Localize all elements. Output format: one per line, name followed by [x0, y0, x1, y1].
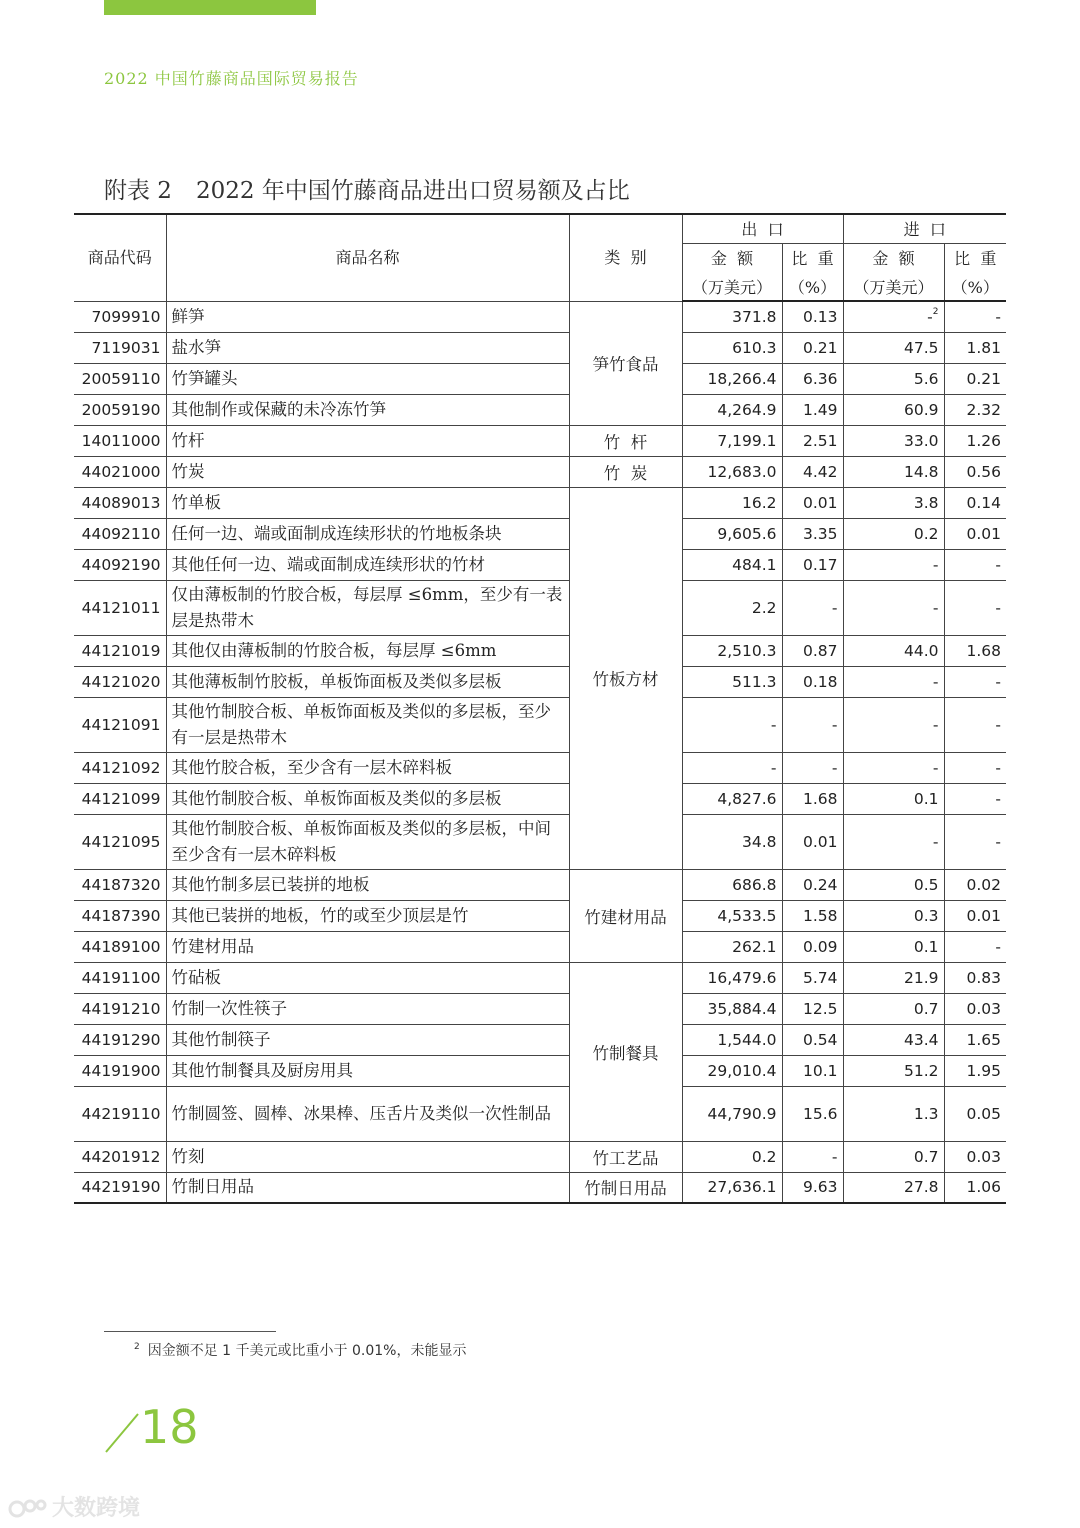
cell-name: 其他竹制筷子: [166, 1024, 569, 1055]
cell-import-amount: [843, 1024, 944, 1055]
cell-import-amount: [843, 1086, 944, 1141]
cell-export-share: 0.24: [782, 869, 843, 900]
cell-import-amount: [843, 900, 944, 931]
cell-import-amount-value: 0.1: [913, 937, 939, 956]
cell-import-amount-value: -: [932, 598, 939, 617]
cell-export-share: 5.74: [782, 962, 843, 993]
cell-import-share: -: [944, 666, 1006, 697]
col-header-export-amount-unit: （万美元）: [682, 272, 782, 301]
cell-import-amount: [843, 635, 944, 666]
cell-name: 竹单板: [166, 487, 569, 518]
cell-code: 44219190: [74, 1172, 166, 1203]
cell-import-amount: [843, 962, 944, 993]
cell-import-amount: [843, 666, 944, 697]
col-header-export: 出 口: [682, 214, 843, 243]
cell-name: 竹杆: [166, 425, 569, 456]
cell-import-share: 2.32: [944, 394, 1006, 425]
cell-name: 其他任何一边、端或面制成连续形状的竹材: [166, 549, 569, 580]
cell-code: 44187390: [74, 900, 166, 931]
cell-import-amount-value: -: [932, 715, 939, 734]
col-header-import-share: 比 重: [944, 243, 1006, 272]
table-row: [74, 1086, 1006, 1141]
top-accent-bar: [104, 0, 316, 15]
cell-name: 其他已装拼的地板，竹的或至少顶层是竹: [166, 900, 569, 931]
cell-import-share: 0.01: [944, 518, 1006, 549]
cell-name: 其他竹制胶合板、单板饰面板及类似的多层板: [166, 783, 569, 814]
cell-code: 44201912: [74, 1141, 166, 1172]
cell-import-amount: [843, 869, 944, 900]
cell-import-amount-value: 0.2: [913, 524, 939, 543]
cell-export-amount: 44,790.9: [682, 1086, 782, 1141]
cell-name: 竹刻: [166, 1141, 569, 1172]
table-row: [74, 993, 1006, 1024]
cell-export-amount: 4,827.6: [682, 783, 782, 814]
table-row: [74, 332, 1006, 363]
table-row: [74, 549, 1006, 580]
table-row: [74, 425, 1006, 456]
cell-export-share: 6.36: [782, 363, 843, 394]
watermark-logo-icon: [8, 1497, 50, 1521]
cell-import-share: 1.26: [944, 425, 1006, 456]
footnote-ref: 2: [932, 307, 939, 318]
cell-code: 44121091: [74, 697, 166, 752]
table-row: [74, 580, 1006, 635]
cell-import-amount: [843, 487, 944, 518]
footnote-rule: [104, 1331, 276, 1332]
running-header: 2022 中国竹藤商品国际贸易报告: [104, 69, 359, 88]
cell-export-share: 1.68: [782, 783, 843, 814]
cell-category: 竹 炭: [569, 456, 682, 487]
cell-export-share: -: [782, 697, 843, 752]
cell-import-amount: [843, 697, 944, 752]
cell-import-amount-value: 43.4: [903, 1030, 939, 1049]
col-header-category: 类 别: [569, 214, 682, 301]
cell-code: 44187320: [74, 869, 166, 900]
cell-import-amount-value: 51.2: [903, 1061, 939, 1080]
cell-import-share: 1.06: [944, 1172, 1006, 1203]
cell-export-share: -: [782, 752, 843, 783]
cell-export-share: 0.09: [782, 931, 843, 962]
col-header-import-amount: 金 额: [843, 243, 944, 272]
cell-import-share: 0.83: [944, 962, 1006, 993]
table-row: [74, 900, 1006, 931]
cell-export-share: 9.63: [782, 1172, 843, 1203]
cell-import-share: 0.02: [944, 869, 1006, 900]
cell-import-share: 1.68: [944, 635, 1006, 666]
trade-table-body: [74, 301, 1006, 1203]
cell-import-amount-value: 1.3: [913, 1104, 939, 1123]
cell-import-amount: [843, 363, 944, 394]
cell-export-amount: 0.2: [682, 1141, 782, 1172]
cell-import-amount: [843, 425, 944, 456]
cell-import-share: 0.56: [944, 456, 1006, 487]
cell-name: 其他薄板制竹胶板，单板饰面板及类似多层板: [166, 666, 569, 697]
page-slash-mark: [104, 1412, 142, 1454]
cell-name: 竹制一次性筷子: [166, 993, 569, 1024]
cell-name: 任何一边、端或面制成连续形状的竹地板条块: [166, 518, 569, 549]
col-header-import-amount-unit: （万美元）: [843, 272, 944, 301]
cell-export-amount: 35,884.4: [682, 993, 782, 1024]
col-header-code: 商品代码: [74, 214, 166, 301]
cell-code: 44191290: [74, 1024, 166, 1055]
cell-import-share: -: [944, 752, 1006, 783]
cell-code: 7119031: [74, 332, 166, 363]
table-row: [74, 635, 1006, 666]
cell-code: 44121092: [74, 752, 166, 783]
table-row: [74, 962, 1006, 993]
cell-import-amount-value: 14.8: [903, 462, 939, 481]
table-row: [74, 1024, 1006, 1055]
col-header-export-share-unit: （%）: [782, 272, 843, 301]
cell-export-amount: 4,264.9: [682, 394, 782, 425]
table-row: [74, 1141, 1006, 1172]
cell-import-amount: [843, 752, 944, 783]
cell-export-share: 0.21: [782, 332, 843, 363]
cell-export-amount: 7,199.1: [682, 425, 782, 456]
cell-import-amount: [843, 783, 944, 814]
cell-code: 44121019: [74, 635, 166, 666]
cell-import-amount: [843, 814, 944, 869]
cell-name: 竹砧板: [166, 962, 569, 993]
cell-export-amount: -: [682, 752, 782, 783]
col-header-name: 商品名称: [166, 214, 569, 301]
cell-category: 竹工艺品: [569, 1141, 682, 1172]
cell-export-share: 0.18: [782, 666, 843, 697]
cell-category: 笋竹食品: [569, 301, 682, 425]
cell-import-amount-value: 0.3: [913, 906, 939, 925]
cell-category: 竹 杆: [569, 425, 682, 456]
table-row: [74, 931, 1006, 962]
cell-name: 盐水笋: [166, 332, 569, 363]
cell-export-amount: 371.8: [682, 301, 782, 332]
cell-import-amount: [843, 580, 944, 635]
cell-import-amount-value: -: [932, 832, 939, 851]
cell-name: 其他竹制胶合板、单板饰面板及类似的多层板，至少有一层是热带木: [166, 697, 569, 752]
cell-export-amount: 2.2: [682, 580, 782, 635]
watermark-text: 大数跨境: [52, 1496, 141, 1521]
table-row: [74, 456, 1006, 487]
cell-name: 鲜笋: [166, 301, 569, 332]
table-row: [74, 394, 1006, 425]
table-row: [74, 814, 1006, 869]
cell-import-share: 0.05: [944, 1086, 1006, 1141]
cell-import-amount: [843, 301, 944, 332]
cell-name: 其他竹胶合板，至少含有一层木碎料板: [166, 752, 569, 783]
cell-export-amount: 16,479.6: [682, 962, 782, 993]
cell-import-share: -: [944, 580, 1006, 635]
cell-export-share: -: [782, 580, 843, 635]
table-row: [74, 752, 1006, 783]
table-row: [74, 1172, 1006, 1203]
cell-import-amount-value: -: [932, 758, 939, 777]
cell-export-amount: 2,510.3: [682, 635, 782, 666]
cell-import-share: 1.81: [944, 332, 1006, 363]
cell-name: 其他竹制餐具及厨房用具: [166, 1055, 569, 1086]
cell-name: 其他竹制胶合板、单板饰面板及类似的多层板，中间至少含有一层木碎料板: [166, 814, 569, 869]
footnote: [134, 1340, 466, 1360]
col-header-export-amount: 金 额: [682, 243, 782, 272]
cell-import-share: -: [944, 931, 1006, 962]
cell-code: 44191100: [74, 962, 166, 993]
table-row: [74, 487, 1006, 518]
cell-export-share: 2.51: [782, 425, 843, 456]
cell-import-amount-value: 0.7: [913, 1147, 939, 1166]
cell-name: 竹制日用品: [166, 1172, 569, 1203]
cell-export-share: 12.5: [782, 993, 843, 1024]
cell-code: 44092190: [74, 549, 166, 580]
cell-import-share: 0.14: [944, 487, 1006, 518]
cell-export-amount: 12,683.0: [682, 456, 782, 487]
cell-import-share: -: [944, 549, 1006, 580]
cell-code: 44191900: [74, 1055, 166, 1086]
cell-export-amount: 4,533.5: [682, 900, 782, 931]
cell-export-amount: 511.3: [682, 666, 782, 697]
table-row: [74, 697, 1006, 752]
footnote-text: 因金额不足 1 千美元或比重小于 0.01%，未能显示: [147, 1343, 467, 1359]
cell-code: 44089013: [74, 487, 166, 518]
cell-import-amount: [843, 518, 944, 549]
cell-import-amount-value: 60.9: [903, 400, 939, 419]
table-label: 附表 2: [104, 178, 172, 204]
cell-import-share: -: [944, 783, 1006, 814]
cell-import-amount-value: 27.8: [903, 1178, 939, 1197]
table-row: [74, 518, 1006, 549]
table-row: [74, 363, 1006, 394]
cell-export-amount: 484.1: [682, 549, 782, 580]
cell-import-amount-value: 0.1: [913, 789, 939, 808]
watermark: [8, 1491, 140, 1522]
cell-category: 竹制日用品: [569, 1172, 682, 1203]
cell-import-share: 0.01: [944, 900, 1006, 931]
cell-export-amount: 34.8: [682, 814, 782, 869]
cell-import-amount-value: 0.5: [913, 875, 939, 894]
cell-import-share: -: [944, 697, 1006, 752]
cell-export-share: 3.35: [782, 518, 843, 549]
cell-code: 44092110: [74, 518, 166, 549]
cell-import-amount: [843, 931, 944, 962]
cell-import-amount: [843, 1055, 944, 1086]
cell-export-amount: 18,266.4: [682, 363, 782, 394]
table-row: [74, 783, 1006, 814]
cell-code: 44121020: [74, 666, 166, 697]
cell-import-amount-value: -: [932, 555, 939, 574]
cell-import-share: 0.21: [944, 363, 1006, 394]
table-caption: 2022 年中国竹藤商品进出口贸易额及占比: [195, 178, 630, 204]
cell-import-amount: [843, 549, 944, 580]
cell-code: 44121095: [74, 814, 166, 869]
cell-export-share: 1.58: [782, 900, 843, 931]
cell-export-amount: 16.2: [682, 487, 782, 518]
cell-import-share: 0.03: [944, 1141, 1006, 1172]
cell-import-share: 0.03: [944, 993, 1006, 1024]
cell-import-amount-value: 3.8: [913, 493, 939, 512]
cell-import-amount-value: 5.6: [913, 369, 939, 388]
cell-import-share: 1.65: [944, 1024, 1006, 1055]
cell-import-amount: [843, 1141, 944, 1172]
cell-code: 14011000: [74, 425, 166, 456]
table-row: [74, 301, 1006, 332]
cell-export-share: 0.01: [782, 814, 843, 869]
cell-code: 44191210: [74, 993, 166, 1024]
cell-import-amount: [843, 1172, 944, 1203]
table-row: [74, 869, 1006, 900]
cell-export-amount: 27,636.1: [682, 1172, 782, 1203]
cell-import-amount-value: 21.9: [903, 968, 939, 987]
cell-export-amount: 29,010.4: [682, 1055, 782, 1086]
cell-import-amount: [843, 394, 944, 425]
cell-name: 仅由薄板制的竹胶合板，每层厚 ≤6mm，至少有一表层是热带木: [166, 580, 569, 635]
cell-category: 竹板方材: [569, 487, 682, 869]
cell-import-share: -: [944, 814, 1006, 869]
cell-import-amount: [843, 456, 944, 487]
cell-import-share: -: [944, 301, 1006, 332]
cell-code: 20059110: [74, 363, 166, 394]
cell-name: 竹炭: [166, 456, 569, 487]
cell-import-amount-value: -: [927, 308, 933, 327]
cell-name: 竹建材用品: [166, 931, 569, 962]
cell-export-share: 0.17: [782, 549, 843, 580]
cell-export-amount: -: [682, 697, 782, 752]
col-header-export-share: 比 重: [782, 243, 843, 272]
cell-export-share: 10.1: [782, 1055, 843, 1086]
cell-import-amount: [843, 332, 944, 363]
cell-import-amount-value: 33.0: [903, 431, 939, 450]
cell-import-amount: [843, 993, 944, 1024]
table-row: [74, 1055, 1006, 1086]
cell-export-share: 0.01: [782, 487, 843, 518]
col-header-import: 进 口: [843, 214, 1006, 243]
cell-import-amount-value: -: [932, 672, 939, 691]
cell-code: 20059190: [74, 394, 166, 425]
cell-code: 44121011: [74, 580, 166, 635]
cell-code: 7099910: [74, 301, 166, 332]
cell-import-amount-value: 44.0: [903, 641, 939, 660]
table-row: [74, 666, 1006, 697]
cell-code: 44219110: [74, 1086, 166, 1141]
cell-export-share: -: [782, 1141, 843, 1172]
cell-export-share: 0.13: [782, 301, 843, 332]
cell-export-share: 4.42: [782, 456, 843, 487]
cell-export-amount: 9,605.6: [682, 518, 782, 549]
cell-name: 竹笋罐头: [166, 363, 569, 394]
col-header-import-share-unit: （%）: [944, 272, 1006, 301]
cell-export-amount: 262.1: [682, 931, 782, 962]
trade-table: [74, 213, 1006, 1204]
cell-export-amount: 1,544.0: [682, 1024, 782, 1055]
cell-export-amount: 610.3: [682, 332, 782, 363]
cell-import-amount-value: 0.7: [913, 999, 939, 1018]
cell-name: 其他制作或保藏的未冷冻竹笋: [166, 394, 569, 425]
cell-export-amount: 686.8: [682, 869, 782, 900]
cell-category: 竹制餐具: [569, 962, 682, 1141]
cell-import-amount-value: 47.5: [903, 338, 939, 357]
page-number: 18: [140, 1400, 199, 1454]
footnote-marker: 2: [134, 1342, 140, 1352]
cell-export-share: 0.87: [782, 635, 843, 666]
cell-code: 44021000: [74, 456, 166, 487]
cell-import-share: 1.95: [944, 1055, 1006, 1086]
cell-export-share: 1.49: [782, 394, 843, 425]
cell-code: 44189100: [74, 931, 166, 962]
cell-name: 其他仅由薄板制的竹胶合板，每层厚 ≤6mm: [166, 635, 569, 666]
cell-name: 其他竹制多层已装拼的地板: [166, 869, 569, 900]
table-title: [104, 172, 630, 205]
cell-export-share: 0.54: [782, 1024, 843, 1055]
cell-name: 竹制圆签、圆棒、冰果棒、压舌片及类似一次性制品: [166, 1086, 569, 1141]
cell-code: 44121099: [74, 783, 166, 814]
cell-export-share: 15.6: [782, 1086, 843, 1141]
cell-category: 竹建材用品: [569, 869, 682, 962]
